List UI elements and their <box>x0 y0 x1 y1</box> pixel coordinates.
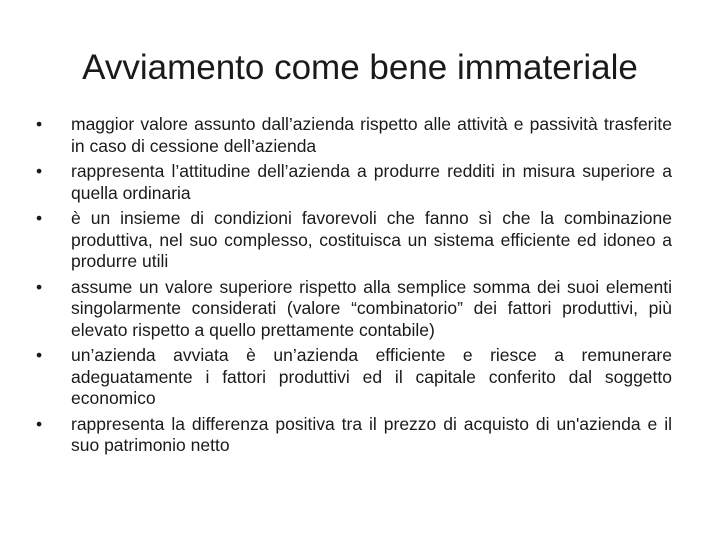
bullet-text: è un insieme di condizioni favorevoli che fanno sì che la combinazione produttiva, nel suo complesso, costituisca un sistema efficiente ed idoneo a produrre utili <box>71 208 672 271</box>
bullet-text: un’azienda avviata è un’azienda efficiente e riesce a remunerare adeguatamente i fattori produttivi ed il capitale conferito dal soggetto economico <box>71 345 672 408</box>
bullet-dot-icon: • <box>36 413 43 434</box>
bullet-dot-icon: • <box>36 161 43 181</box>
bullet-dot-icon: • <box>36 276 43 297</box>
bullet-dot-icon: • <box>36 208 43 228</box>
slide-title: Avviamento come bene immateriale <box>82 48 638 87</box>
bullet-dot-icon: • <box>36 114 43 134</box>
bullet-item <box>36 345 672 410</box>
bullet-text: rappresenta l’attitudine dell’azienda a produrre redditi in misura superiore a quella ordinaria <box>71 161 672 203</box>
bullet-text: rappresenta la differenza positiva tra il prezzo di acquisto di un'azienda e il suo patrimonio netto <box>71 413 672 455</box>
bullet-dot-icon: • <box>36 345 43 365</box>
bullet-list <box>36 114 672 461</box>
bullet-text: assume un valore superiore rispetto alla semplice somma dei suoi elementi singolarmente considerati (valore “combinatorio” dei fattori produttivi, più elevato rispetto a quello prettamente contabile) <box>71 276 672 340</box>
bullet-item <box>36 208 672 273</box>
bullet-item <box>36 277 672 342</box>
bullet-item <box>36 414 672 457</box>
bullet-item <box>36 114 672 157</box>
bullet-text: maggior valore assunto dall’azienda rispetto alle attività e passività trasferite in caso di cessione dell’azienda <box>71 114 672 156</box>
bullet-item <box>36 161 672 204</box>
